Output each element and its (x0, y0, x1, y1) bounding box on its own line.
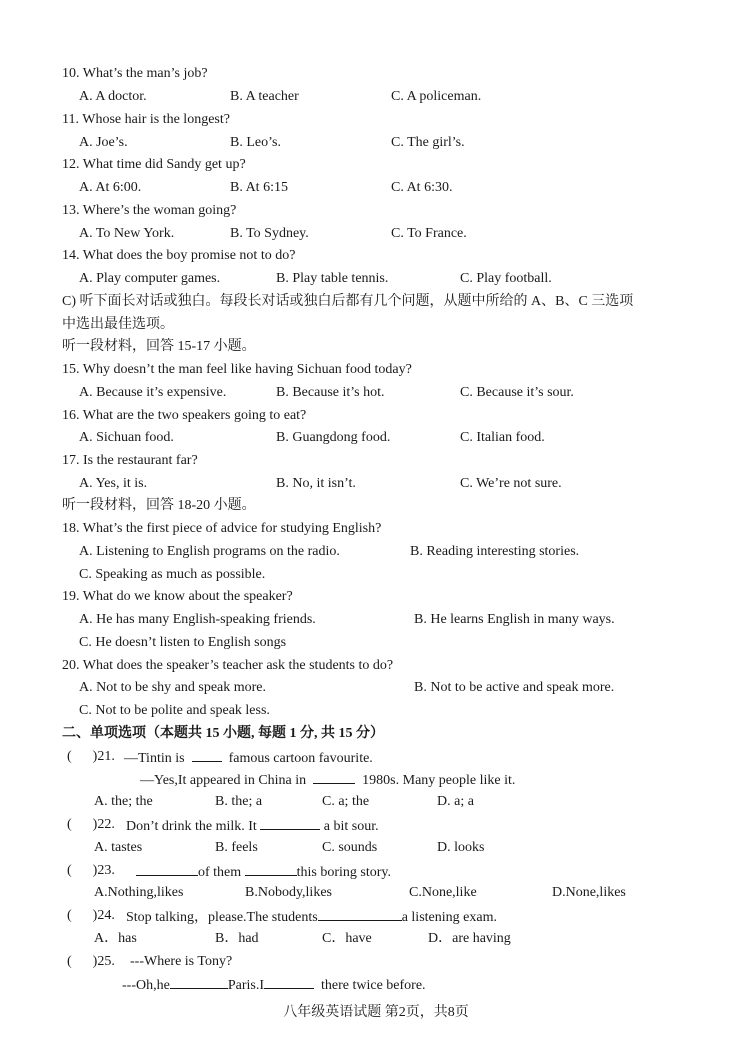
question-21-line1: —Tintin is famous cartoon favourite. (124, 748, 373, 768)
answer-blank (318, 907, 402, 921)
question-21-paren: ( )21. (67, 749, 115, 764)
option-17a: A. Yes, it is. (79, 476, 148, 491)
option-20a: A. Not to be shy and speak more. (79, 680, 267, 695)
option-22b: B. feels (215, 840, 258, 855)
option-22d: D. looks (437, 840, 485, 855)
option-10a: A. A doctor. (79, 89, 147, 104)
option-19c: C. He doesn’t listen to English songs (79, 635, 287, 650)
option-16a: A. Sichuan food. (79, 430, 174, 445)
page-footer: 八年级英语试题 第2页，共8页 (283, 1005, 469, 1020)
question-12-stem: 12. What time did Sandy get up? (62, 157, 246, 172)
question-24-line1: Stop talking，please.The students a listening exam. (126, 907, 497, 927)
material-intro-15-17: 听一段材料，回答 15-17 小题。 (62, 339, 256, 354)
answer-blank (260, 816, 320, 830)
question-18-stem: 18. What’s the first piece of advice for studying English? (62, 521, 382, 536)
question-13-stem: 13. Where’s the woman going? (62, 203, 237, 218)
option-20b: B. Not to be active and speak more. (414, 680, 615, 695)
answer-blank (313, 770, 355, 784)
question-11-stem: 11. Whose hair is the longest? (62, 112, 230, 127)
question-16-stem: 16. What are the two speakers going to eat? (62, 408, 307, 423)
option-16b: B. Guangdong food. (276, 430, 391, 445)
question-19-stem: 19. What do we know about the speaker? (62, 589, 293, 604)
answer-blank (192, 748, 222, 762)
question-23-paren: ( )23. (67, 863, 115, 878)
option-11c: C. The girl’s. (391, 135, 465, 150)
question-17-stem: 17. Is the restaurant far? (62, 453, 198, 468)
option-24c: C．have (322, 931, 372, 946)
answer-blank (136, 862, 198, 876)
option-17c: C. We’re not sure. (460, 476, 562, 491)
question-25-line1: ---Where is Tony? (130, 954, 233, 969)
question-25-line2: ---Oh,he Paris.I there twice before. (122, 975, 426, 995)
question-15-stem: 15. Why doesn’t the man feel like having Sichuan food today? (62, 362, 412, 377)
option-23b: B.Nobody,likes (245, 885, 332, 900)
option-13b: B. To Sydney. (230, 226, 309, 241)
option-23c: C.None,like (409, 885, 477, 900)
part-c-instruction-cont: 中选出最佳选项。 (62, 317, 174, 332)
option-23d: D.None,likes (552, 885, 626, 900)
option-10c: C. A policeman. (391, 89, 482, 104)
option-15c: C. Because it’s sour. (460, 385, 574, 400)
option-13c: C. To France. (391, 226, 467, 241)
option-21c: C. a; the (322, 794, 370, 809)
question-21-line2: —Yes,It appeared in China in 1980s. Many people like it. (140, 770, 515, 790)
option-10b: B. A teacher (230, 89, 299, 104)
option-12b: B. At 6:15 (230, 180, 288, 195)
option-23a: A.Nothing,likes (94, 885, 184, 900)
part-c-instruction: C) 听下面长对话或独白。每段长对话或独白后都有几个问题，从题中所给的 A、B、C 三选项 (62, 294, 634, 309)
option-15a: A. Because it’s expensive. (79, 385, 227, 400)
answer-blank (170, 975, 228, 989)
option-22a: A. tastes (94, 840, 143, 855)
option-11a: A. Joe’s. (79, 135, 128, 150)
question-25-paren: ( )25. (67, 954, 115, 969)
option-12c: C. At 6:30. (391, 180, 453, 195)
material-intro-18-20: 听一段材料，回答 18-20 小题。 (62, 498, 256, 513)
answer-blank (264, 975, 314, 989)
option-24a: A．has (94, 931, 137, 946)
section-2-heading: 二、单项选项（本题共 15 小题, 每题 1 分, 共 15 分） (62, 726, 384, 741)
option-21a: A. the; the (94, 794, 153, 809)
question-10-stem: 10. What’s the man’s job? (62, 66, 208, 81)
option-20c: C. Not to be polite and speak less. (79, 703, 270, 718)
question-24-paren: ( )24. (67, 908, 115, 923)
option-21d: D. a; a (437, 794, 474, 809)
answer-blank (245, 862, 297, 876)
option-13a: A. To New York. (79, 226, 175, 241)
option-14b: B. Play table tennis. (276, 271, 389, 286)
option-24b: B．had (215, 931, 259, 946)
question-22-line1: Don’t drink the milk. It a bit sour. (126, 816, 379, 836)
option-21b: B. the; a (215, 794, 263, 809)
question-22-paren: ( )22. (67, 817, 115, 832)
option-18b: B. Reading interesting stories. (410, 544, 580, 559)
option-19b: B. He learns English in many ways. (414, 612, 615, 627)
option-22c: C. sounds (322, 840, 378, 855)
question-23-line1: of them this boring story. (136, 862, 391, 882)
option-14c: C. Play football. (460, 271, 552, 286)
option-18a: A. Listening to English programs on the radio. (79, 544, 340, 559)
option-12a: A. At 6:00. (79, 180, 142, 195)
option-16c: C. Italian food. (460, 430, 545, 445)
question-14-stem: 14. What does the boy promise not to do? (62, 248, 296, 263)
option-15b: B. Because it’s hot. (276, 385, 385, 400)
option-24d: D．are having (428, 931, 511, 946)
option-14a: A. Play computer games. (79, 271, 221, 286)
option-17b: B. No, it isn’t. (276, 476, 356, 491)
question-20-stem: 20. What does the speaker’s teacher ask the students to do? (62, 658, 394, 673)
option-11b: B. Leo’s. (230, 135, 281, 150)
option-18c: C. Speaking as much as possible. (79, 567, 266, 582)
option-19a: A. He has many English-speaking friends. (79, 612, 316, 627)
